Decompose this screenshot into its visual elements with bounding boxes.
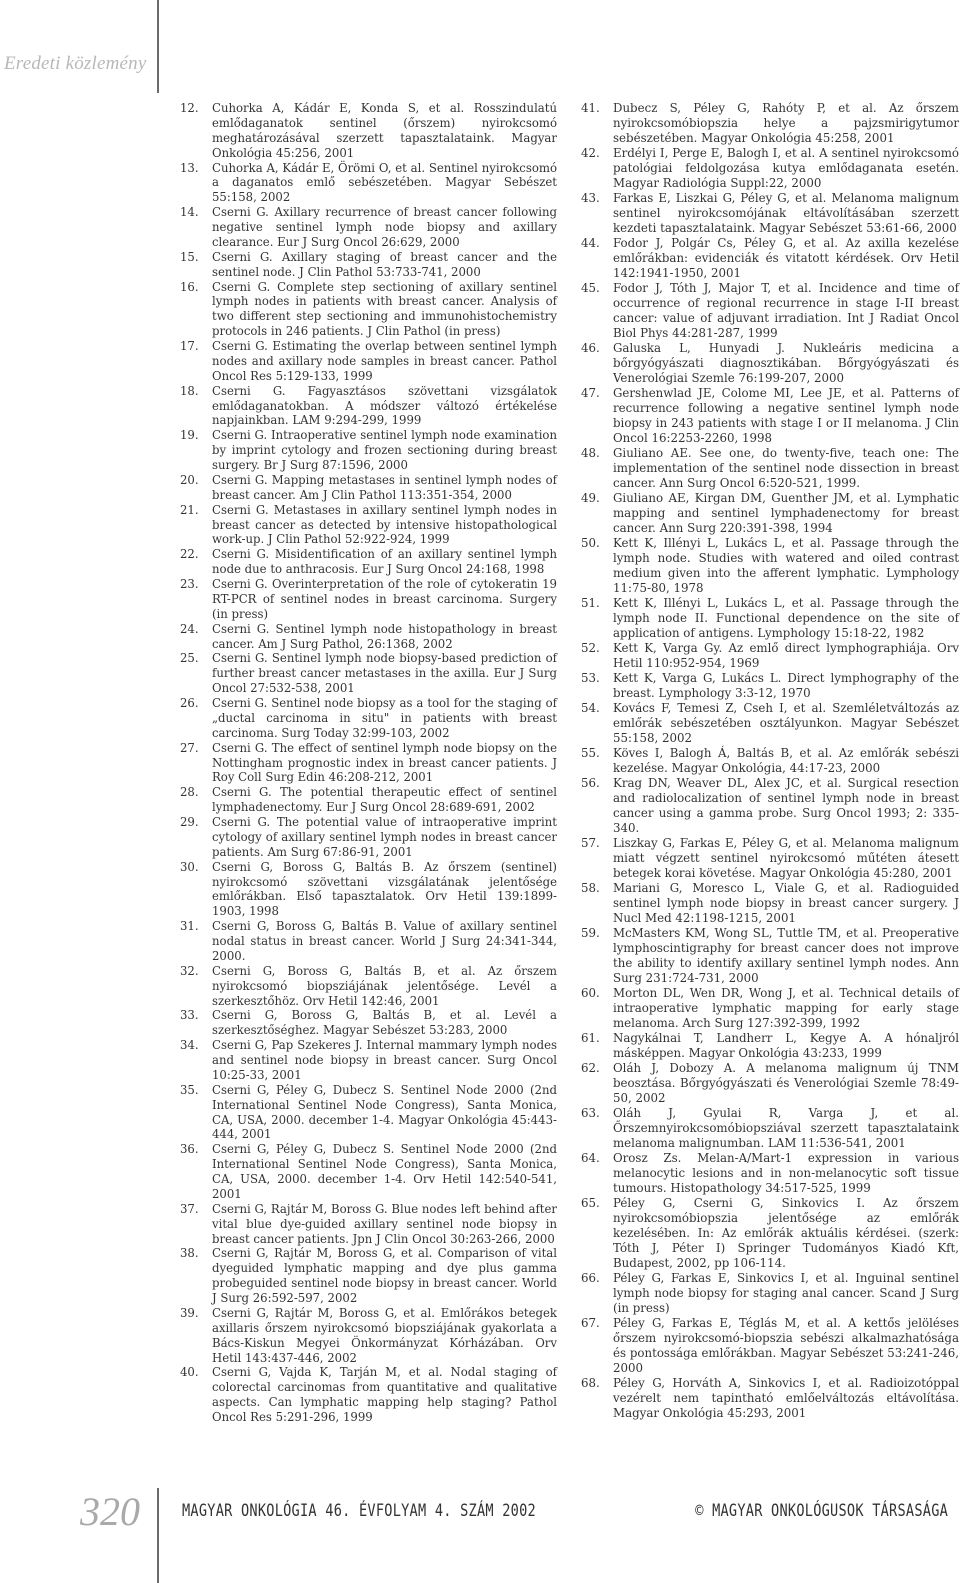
reference-number: 56. bbox=[581, 776, 600, 790]
reference-text: Cserni G. The potential value of intraoperative imprint cytology of axillary sentinel lymph nodes in breast cancer patients. Am Surg 67:86-91, 2001 bbox=[212, 815, 557, 859]
reference-number: 59. bbox=[581, 926, 600, 940]
reference-item bbox=[581, 536, 959, 596]
reference-text: Cserni G, Boross G, Baltás B. Az őrszem (sentinel) nyirokcsomó szövettani vizsgálatának jelentősége emlőrákban. Első tapasztalatok. Orv Hetil 139:1899-1903, 1998 bbox=[212, 859, 557, 919]
reference-text: Cserni G. Axillary staging of breast cancer and the sentinel node. J Clin Pathol 53:733-741, 2000 bbox=[212, 249, 557, 279]
reference-text: Cserni G. Sentinel lymph node biopsy-based prediction of further breast cancer metastases in the axilla. Eur J Surg Oncol 27:532-538, 2001 bbox=[212, 651, 557, 696]
reference-item bbox=[180, 860, 557, 920]
reference-text: Cserni G, Rajtár M, Boross G, et al. Comparison of vital dyeguided lymphatic mapping and dye plus gamma probeguided sentinel node biopsy in breast cancer. World J Surg 26:592-597, 2002 bbox=[212, 1246, 557, 1305]
reference-text: Cserni G, Boross G, Baltás B, et al. Levél a szerkesztőséghez. Magyar Sebészet 53:283, 2000 bbox=[212, 1008, 557, 1038]
reference-number: 13. bbox=[180, 160, 199, 175]
reference-number: 61. bbox=[581, 1031, 600, 1045]
reference-number: 18. bbox=[180, 383, 199, 398]
reference-item bbox=[581, 776, 959, 836]
reference-text: Kovács F, Temesi Z, Cseh I, et al. Szemléletváltozás az emlőrák sebészetében osztályunkon. Magyar Sebészet 55:158, 2002 bbox=[613, 701, 959, 745]
reference-text: Erdélyi I, Perge E, Balogh I, et al. A sentinel nyirokcsomó patológiai feldolgozása kutya emlődaganata esetén. Magyar Radiológia Suppl:22, 2000 bbox=[613, 146, 959, 190]
reference-number: 32. bbox=[180, 963, 199, 978]
reference-text: Cserni G. The potential therapeutic effect of sentinel lymphadenectomy. Eur J Surg Oncol 28:689-691, 2002 bbox=[212, 785, 557, 815]
reference-item bbox=[180, 161, 557, 206]
reference-text: Cserni G. Intraoperative sentinel lymph node examination by imprint cytology and frozen sectioning during breast surgery. Br J Surg 87:1596, 2000 bbox=[212, 428, 557, 472]
reference-text: Kett K, Illényi L, Lukács L, et al. Passage through the lymph node. Studies with watered and oiled contrast medium given into the afferent lymphatic. Lymphology 11:75-80, 1978 bbox=[613, 536, 959, 595]
reference-item bbox=[180, 815, 557, 860]
reference-item bbox=[581, 1271, 959, 1316]
reference-item bbox=[581, 641, 959, 671]
reference-number: 27. bbox=[180, 740, 199, 755]
reference-text: Nagykálnai T, Landherr L, Kegye A. A hónaljról másképpen. Magyar Onkológia 43:233, 1999 bbox=[613, 1031, 959, 1060]
reference-text: Cserni G. Overinterpretation of the role of cytokeratin 19 RT-PCR of sentinel nodes in breast carcinoma. Surgery (in press) bbox=[212, 577, 557, 621]
reference-text: Cserni G, Boross G, Baltás B. Value of axillary sentinel nodal status in breast cancer. World J Surg 24:341-344, 2000. bbox=[212, 919, 557, 963]
reference-item bbox=[581, 1376, 959, 1421]
reference-item bbox=[180, 473, 557, 503]
reference-number: 42. bbox=[581, 146, 600, 160]
reference-item bbox=[180, 1365, 557, 1425]
reference-text: Kett K, Varga Gy. Az emlő direct lymphographiája. Orv Hetil 110:952-954, 1969 bbox=[613, 641, 959, 670]
reference-item bbox=[180, 1008, 557, 1038]
reference-number: 39. bbox=[180, 1305, 199, 1320]
references-right-column bbox=[581, 101, 959, 1421]
reference-number: 65. bbox=[581, 1196, 600, 1210]
reference-item bbox=[581, 491, 959, 536]
reference-item bbox=[180, 1246, 557, 1306]
reference-item bbox=[581, 386, 959, 446]
reference-text: Fodor J, Polgár Cs, Péley G, et al. Az axilla kezelése emlőrákban: evidenciák és vitatott kérdések. Orv Hetil 142:1941-1950, 2001 bbox=[613, 236, 959, 280]
reference-text: Cuhorka A, Kádár E, Örömi O, et al. Sentinel nyirokcsomó a daganatos emlő sebészetében. Magyar Sebészet 55:158, 2002 bbox=[212, 160, 557, 205]
reference-item bbox=[581, 236, 959, 281]
reference-text: Farkas E, Liszkai G, Péley G, et al. Melanoma malignum sentinel nyirokcsomójának eltávolításában szerzett kezdeti tapasztalataink. Magyar Sebészet 53:61-66, 2000 bbox=[613, 191, 959, 235]
reference-item bbox=[581, 746, 959, 776]
reference-text: Cserni G. Axillary recurrence of breast cancer following negative sentinel lymph node biopsy and axillary clearance. Eur J Surg Oncol 26:629, 2000 bbox=[212, 205, 557, 249]
reference-item bbox=[581, 881, 959, 926]
reference-text: Péley G, Horváth A, Sinkovics I, et al. Radioizotóppal vezérelt nem tapintható emlőelváltozás eltávolítása. Magyar Onkológia 45:293, 2001 bbox=[613, 1376, 959, 1420]
reference-text: Péley G, Farkas E, Sinkovics I, et al. Inguinal sentinel lymph node biopsy for staging anal cancer. Scand J Surg (in press) bbox=[613, 1271, 959, 1315]
reference-text: Kett K, Varga G, Lukács L. Direct lymphography of the breast. Lymphology 3:3-12, 1970 bbox=[613, 671, 959, 700]
reference-text: Cserni G, Rajtár M, Boross G, et al. Emlőrákos betegek axillaris őrszem nyirokcsomó biopsziájának gyakorlata a Bács-Kiskun Megyei Önkormányzat Kórházában. Orv Hetil 143:437-446, 2002 bbox=[212, 1305, 557, 1365]
reference-number: 68. bbox=[581, 1376, 600, 1390]
reference-item bbox=[180, 1202, 557, 1247]
reference-number: 16. bbox=[180, 279, 199, 294]
reference-item bbox=[581, 671, 959, 701]
reference-item bbox=[180, 250, 557, 280]
reference-text: Giuliano AE. See one, do twenty-five, teach one: The implementation of the sentinel node dissection in breast cancer. Ann Surg Oncol 6:520-521, 1999. bbox=[613, 446, 959, 490]
reference-text: Galuska L, Hunyadi J. Nukleáris medicina a bőrgyógyászati diagnosztikában. Bőrgyógyászati és Venerológiai Szemle 76:199-207, 2000 bbox=[613, 341, 959, 385]
header-divider bbox=[157, 0, 159, 93]
reference-item bbox=[581, 146, 959, 191]
reference-text: Péley G, Farkas E, Téglás M, et al. A kettős jelöléses őrszem nyirokcsomó-biopszia sebészi alkalmazhatósága és pontossága emlőrákban. Magyar Sebészet 53:241-246, 2000 bbox=[613, 1316, 959, 1375]
reference-number: 33. bbox=[180, 1008, 199, 1023]
reference-number: 19. bbox=[180, 428, 199, 443]
reference-item bbox=[581, 191, 959, 236]
reference-item bbox=[581, 1031, 959, 1061]
reference-item bbox=[180, 101, 557, 161]
reference-text: Cserni G. Estimating the overlap between sentinel lymph nodes and axillary node samples in breast cancer. Pathol Oncol Res 5:129-133, 1999 bbox=[212, 339, 557, 383]
reference-text: Mariani G, Moresco L, Viale G, et al. Radioguided sentinel lymph node biopsy in breast cancer surgery. J Nucl Med 42:1198-1215, 2001 bbox=[613, 881, 959, 925]
reference-item bbox=[180, 919, 557, 964]
journal-title: MAGYAR ONKOLÓGIA 46. ÉVFOLYAM 4. SZÁM 2002 bbox=[182, 1501, 536, 1521]
reference-number: 12. bbox=[180, 101, 199, 115]
reference-number: 24. bbox=[180, 621, 199, 636]
reference-item bbox=[180, 205, 557, 250]
reference-number: 52. bbox=[581, 641, 600, 655]
reference-item bbox=[180, 651, 557, 696]
reference-item bbox=[180, 696, 557, 741]
reference-item bbox=[581, 281, 959, 341]
reference-item bbox=[180, 428, 557, 473]
reference-text: Cserni G. Complete step sectioning of axillary sentinel lymph nodes in patients with breast cancer. Analysis of two different step sectioning and immunohistochemistry protocols in 246 patients. J Clin Pathol (in press) bbox=[212, 279, 557, 339]
page-number: 320 bbox=[80, 1489, 140, 1534]
reference-item bbox=[180, 547, 557, 577]
reference-number: 43. bbox=[581, 191, 600, 205]
section-label: Eredeti közlemény bbox=[4, 53, 147, 74]
footer-divider bbox=[157, 1488, 159, 1583]
reference-item bbox=[180, 785, 557, 815]
reference-text: Köves I, Balogh Á, Baltás B, et al. Az emlőrák sebészi kezelése. Magyar Onkológia, 44:17-23, 2000 bbox=[613, 746, 959, 775]
reference-number: 49. bbox=[581, 491, 600, 505]
reference-item bbox=[581, 836, 959, 881]
reference-item bbox=[180, 577, 557, 622]
reference-number: 26. bbox=[180, 696, 199, 710]
reference-item bbox=[581, 101, 959, 146]
reference-item bbox=[180, 280, 557, 340]
reference-number: 66. bbox=[581, 1271, 600, 1285]
copyright-notice: © MAGYAR ONKOLÓGUSOK TÁRSASÁGA bbox=[695, 1501, 948, 1521]
reference-text: Cserni G, Péley G, Dubecz S. Sentinel Node 2000 (2nd International Sentinel Node Congress), Santa Monica, CA, USA, 2000. december 1-4. Magyar Onkológia 45:443-444, 2001 bbox=[212, 1082, 557, 1142]
reference-item bbox=[581, 341, 959, 386]
reference-text: Cserni G, Vajda K, Tarján M, et al. Nodal staging of colorectal carcinomas from quantitative and qualitative aspects. Can lymphatic mapping help staging? Pathol Oncol Res 5:291-296, 1999 bbox=[212, 1365, 557, 1424]
reference-item bbox=[581, 986, 959, 1031]
reference-number: 38. bbox=[180, 1246, 199, 1261]
reference-text: Oláh J, Gyulai R, Varga J, et al. Őrszemnyirokcsomóbiopsziával szerzett tapasztalataink melanoma malignumban. LAM 11:536-541, 2001 bbox=[613, 1106, 959, 1150]
reference-item bbox=[180, 384, 557, 429]
reference-item bbox=[180, 622, 557, 652]
reference-number: 30. bbox=[180, 859, 199, 874]
reference-text: Cserni G. Sentinel node biopsy as a tool for the staging of „ductal carcinoma in situ" in patients with breast carcinoma. Surg Today 32:99-103, 2002 bbox=[212, 696, 557, 740]
reference-item bbox=[581, 1061, 959, 1106]
reference-text: Orosz Zs. Melan-A/Mart-1 expression in various melanocytic lesions and in non-melanocytic soft tissue tumours. Histopathology 34:517-525, 1999 bbox=[613, 1151, 959, 1195]
reference-item bbox=[581, 1196, 959, 1271]
reference-number: 58. bbox=[581, 881, 600, 895]
reference-number: 20. bbox=[180, 472, 199, 487]
reference-number: 14. bbox=[180, 205, 199, 220]
reference-number: 48. bbox=[581, 446, 600, 460]
reference-number: 23. bbox=[180, 577, 199, 591]
reference-text: Cserni G. The effect of sentinel lymph node biopsy on the Nottingham prognostic index in breast cancer patients. J Roy Coll Surg Edin 46:208-212, 2001 bbox=[212, 740, 557, 785]
reference-number: 45. bbox=[581, 281, 600, 295]
reference-number: 17. bbox=[180, 339, 199, 353]
reference-number: 41. bbox=[581, 101, 600, 115]
reference-text: Dubecz S, Péley G, Rahóty P, et al. Az őrszem nyirokcsomóbiopszia helye a pajzsmirigytumor sebészetében. Magyar Onkológia 45:258, 2001 bbox=[613, 101, 959, 145]
reference-item bbox=[180, 1083, 557, 1143]
reference-number: 67. bbox=[581, 1316, 600, 1330]
reference-number: 60. bbox=[581, 986, 600, 1000]
reference-text: Cserni G. Mapping metastases in sentinel lymph nodes of breast cancer. Am J Clin Pathol 113:351-354, 2000 bbox=[212, 472, 557, 502]
reference-text: Krag DN, Weaver DL, Alex JC, et al. Surgical resection and radiolocalization of sentinel lymph node in breast cancer using a gamma probe. Surg Oncol 1993; 2: 335-340. bbox=[613, 776, 959, 835]
reference-number: 57. bbox=[581, 836, 600, 850]
reference-number: 36. bbox=[180, 1142, 199, 1157]
reference-number: 25. bbox=[180, 651, 199, 666]
reference-number: 15. bbox=[180, 249, 199, 264]
reference-number: 46. bbox=[581, 341, 600, 355]
reference-text: Cserni G. Metastases in axillary sentinel lymph nodes in breast cancer as detected by intensive histopathological work-up. J Clin Pathol 52:922-924, 1999 bbox=[212, 502, 557, 547]
reference-text: Cserni G, Boross G, Baltás B, et al. Az őrszem nyirokcsomó biopsziájának jelentősége. Levél a szerkesztőhöz. Orv Hetil 142:46, 2001 bbox=[212, 963, 557, 1008]
reference-item bbox=[180, 741, 557, 786]
reference-text: Cserni G. Fagyasztásos szövettani vizsgálatok emlődaganatokban. A módszer változó értékelése napjainkban. LAM 9:294-299, 1999 bbox=[212, 383, 557, 428]
reference-number: 47. bbox=[581, 386, 600, 400]
reference-number: 21. bbox=[180, 502, 199, 517]
reference-text: Cserni G. Sentinel lymph node histopathology in breast cancer. Am J Surg Pathol, 26:1368, 2002 bbox=[212, 621, 557, 651]
reference-number: 44. bbox=[581, 236, 600, 250]
reference-number: 22. bbox=[180, 547, 199, 562]
reference-item bbox=[180, 1038, 557, 1083]
reference-text: Cserni G. Misidentification of an axillary sentinel lymph node due to anthracosis. Eur J Surg Oncol 24:168, 1998 bbox=[212, 547, 557, 577]
reference-text: Gershenwlad JE, Colome MI, Lee JE, et al. Patterns of recurrence following a negative sentinel lymph node biopsy in 243 patients with stage I or II melanoma. J Clin Oncol 16:2253-2260, 1998 bbox=[613, 386, 959, 445]
reference-item bbox=[581, 1106, 959, 1151]
reference-item bbox=[581, 596, 959, 641]
reference-number: 34. bbox=[180, 1038, 199, 1053]
reference-text: Oláh J, Dobozy A. A melanoma malignum új TNM beosztása. Bőrgyógyászati és Venerológiai Szemle 78:49-50, 2002 bbox=[613, 1061, 959, 1105]
reference-number: 54. bbox=[581, 701, 600, 715]
reference-text: Cserni G, Péley G, Dubecz S. Sentinel Node 2000 (2nd International Sentinel Node Congress), Santa Monica, CA, USA, 2000. december 1-4. Orv Hetil 142:540-541, 2001 bbox=[212, 1142, 557, 1201]
reference-text: Fodor J, Tóth J, Major T, et al. Incidence and time of occurrence of regional recurrence in stage I-II breast cancer: value of adjuvant irradiation. Int J Radiat Oncol Biol Phys 44:281-287, 1999 bbox=[613, 281, 959, 340]
reference-number: 53. bbox=[581, 671, 600, 685]
reference-text: Giuliano AE, Kirgan DM, Guenther JM, et al. Lymphatic mapping and sentinel lymphadenectomy for breast cancer. Ann Surg 220:391-398, 1994 bbox=[613, 491, 959, 535]
reference-number: 37. bbox=[180, 1201, 199, 1216]
reference-item bbox=[581, 701, 959, 746]
reference-item bbox=[180, 1142, 557, 1202]
reference-number: 35. bbox=[180, 1082, 199, 1097]
reference-number: 29. bbox=[180, 815, 199, 829]
reference-item bbox=[180, 964, 557, 1009]
reference-text: Cserni G, Rajtár M, Boross G. Blue nodes left behind after vital blue dye-guided axillary sentinel node biopsy in breast cancer patients. Jpn J Clin Oncol 30:263-266, 2000 bbox=[212, 1201, 557, 1246]
reference-number: 31. bbox=[180, 919, 199, 934]
reference-number: 50. bbox=[581, 536, 600, 550]
reference-item bbox=[180, 503, 557, 548]
reference-text: Liszkay G, Farkas E, Péley G, et al. Melanoma malignum miatt végzett sentinel nyirokcsomó műtéten átesett betegek korai követése. Magyar Onkológia 45:280, 2001 bbox=[613, 836, 959, 880]
reference-text: Péley G, Cserni G, Sinkovics I. Az őrszem nyirokcsomóbiopszia jelentősége az emlőrák kezelésében. In: Az emlőrák aktuális kérdései. (szerk: Tóth J, Péter I) Springer Tudományos Kiadó Kft, Budapest, 2002, pp 106-114. bbox=[613, 1196, 959, 1270]
reference-number: 55. bbox=[581, 746, 600, 760]
reference-text: Morton DL, Wen DR, Wong J, et al. Technical details of intraoperative lymphatic mapping for early stage melanoma. Arch Surg 127:392-399, 1992 bbox=[613, 986, 959, 1030]
reference-number: 64. bbox=[581, 1151, 600, 1165]
reference-text: Cuhorka A, Kádár E, Konda S, et al. Rosszindulatú emlődaganatok sentinel (őrszem) nyirokcsomó meghatározásával szerzett tapasztalataink. Magyar Onkológia 45:256, 2001 bbox=[212, 101, 557, 160]
reference-number: 51. bbox=[581, 596, 600, 610]
reference-number: 40. bbox=[180, 1365, 199, 1380]
reference-number: 28. bbox=[180, 785, 199, 800]
reference-item bbox=[581, 1316, 959, 1376]
reference-number: 62. bbox=[581, 1061, 600, 1075]
reference-item bbox=[581, 446, 959, 491]
reference-number: 63. bbox=[581, 1106, 600, 1120]
reference-text: Cserni G, Pap Szekeres J. Internal mammary lymph nodes and sentinel node biopsy in breast cancer. Surg Oncol 10:25-33, 2001 bbox=[212, 1038, 557, 1082]
references-left-column bbox=[180, 101, 557, 1425]
reference-item bbox=[581, 926, 959, 986]
reference-text: McMasters KM, Wong SL, Tuttle TM, et al. Preoperative lymphoscintigraphy for breast cancer does not improve the ability to identify axillary sentinel lymph nodes. Ann Surg 231:724-731, 2000 bbox=[613, 926, 959, 985]
reference-item bbox=[180, 1306, 557, 1366]
reference-item bbox=[581, 1151, 959, 1196]
reference-text: Kett K, Illényi L, Lukács L, et al. Passage through the lymph node II. Functional dependence on the site of application of antigens. Lymphology 15:18-22, 1982 bbox=[613, 596, 959, 640]
reference-item bbox=[180, 339, 557, 384]
